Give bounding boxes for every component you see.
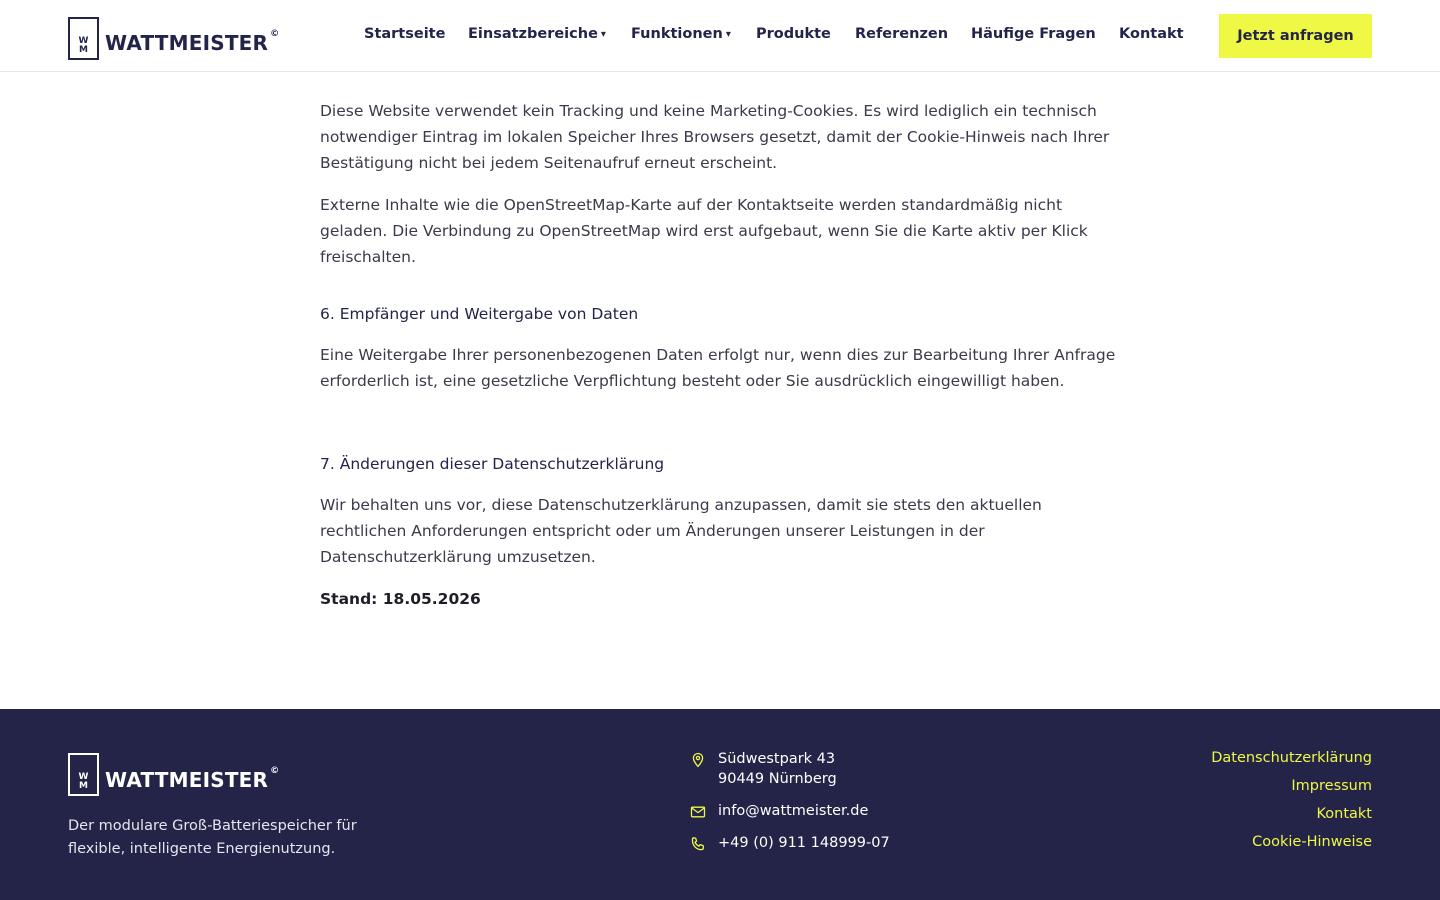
nav-item-startseite[interactable]: Startseite <box>364 26 446 42</box>
logo-mark-icon: W M <box>68 753 99 796</box>
chevron-down-icon: ▾ <box>600 29 606 40</box>
site-logo[interactable] <box>68 16 279 60</box>
footer-logo[interactable] <box>68 753 279 796</box>
footer-link-kontakt[interactable]: Kontakt <box>1316 806 1372 822</box>
nav-item-funktionen[interactable]: Funktionen ▾ <box>631 26 731 42</box>
nav-item-kontakt[interactable]: Kontakt <box>1119 26 1184 42</box>
site-footer <box>0 709 1440 900</box>
footer-link-impressum[interactable]: Impressum <box>1291 778 1372 794</box>
phone-link[interactable]: +49 (0) 911 148999-07 <box>718 835 890 851</box>
footer-phone[interactable] <box>690 833 890 853</box>
footer-link-cookie-hinweise[interactable]: Cookie-Hinweise <box>1252 834 1372 850</box>
email-link[interactable]: info@wattmeister.de <box>718 803 869 819</box>
section-7-title: 7. Änderungen dieser Datenschutzerklärung <box>320 455 665 473</box>
section-5-paragraph-2: Externe Inhalte wie die OpenStreetMap-Karte auf der Kontaktseite werden standardmäßig nicht geladen. Die Verbindung zu OpenStreetMap wird erst aufgebaut, wenn Sie die Karte aktiv per Klick freischalten. <box>320 196 1088 266</box>
last-updated-date: Stand: 18.05.2026 <box>320 590 481 608</box>
map-pin-icon <box>690 752 706 768</box>
site-header <box>0 0 1440 72</box>
cta-request-button[interactable]: Jetzt anfragen <box>1219 14 1372 58</box>
section-5-paragraph-1: Diese Website verwendet kein Tracking und keine Marketing-Cookies. Es wird lediglich ein technisch notwendiger Eintrag im lokalen Speicher Ihres Browsers gesetzt, damit der Cookie-Hinweis nach Ihrer Bestätigung nicht bei jedem Seitenaufruf erneut erscheint. <box>320 102 1110 172</box>
phone-icon <box>690 836 706 852</box>
logo-wordmark: WATTMEISTER © <box>105 29 280 55</box>
logo-wordmark: WATTMEISTER © <box>105 765 280 792</box>
address-line-1: Südwestpark 43 <box>718 751 836 767</box>
mail-icon <box>690 804 706 820</box>
nav-item-referenzen[interactable]: Referenzen <box>855 26 949 42</box>
footer-email[interactable] <box>690 801 868 821</box>
footer-address <box>690 749 837 789</box>
footer-tagline: Der modulare Groß-Batteriespeicher für flexible, intelligente Energienutzung. <box>68 818 357 857</box>
footer-link-datenschutz[interactable]: Datenschutzerklärung <box>1211 750 1372 766</box>
address-line-2: 90449 Nürnberg <box>718 771 837 787</box>
section-6-title: 6. Empfänger und Weitergabe von Daten <box>320 305 639 323</box>
nav-item-einsatzbereiche[interactable]: Einsatzbereiche ▾ <box>468 26 606 42</box>
logo-mark-icon: W M <box>68 17 99 60</box>
section-6-paragraph-1: Eine Weitergabe Ihrer personenbezogenen Daten erfolgt nur, wenn dies zur Bearbeitung Ihrer Anfrage erforderlich ist, eine gesetzliche Verpflichtung besteht oder Sie ausdrücklich eingewilligt haben. <box>320 346 1116 390</box>
chevron-down-icon: ▾ <box>725 29 731 40</box>
section-7-paragraph-1: Wir behalten uns vor, diese Datenschutzerklärung anzupassen, damit sie stets den aktuellen rechtlichen Anforderungen entspricht oder um Änderungen unserer Leistungen in der Datenschutzerklärung umzusetzen. <box>320 496 1042 566</box>
nav-item-haeufige-fragen[interactable]: Häufige Fragen <box>971 26 1096 42</box>
nav-item-produkte[interactable]: Produkte <box>756 26 831 42</box>
